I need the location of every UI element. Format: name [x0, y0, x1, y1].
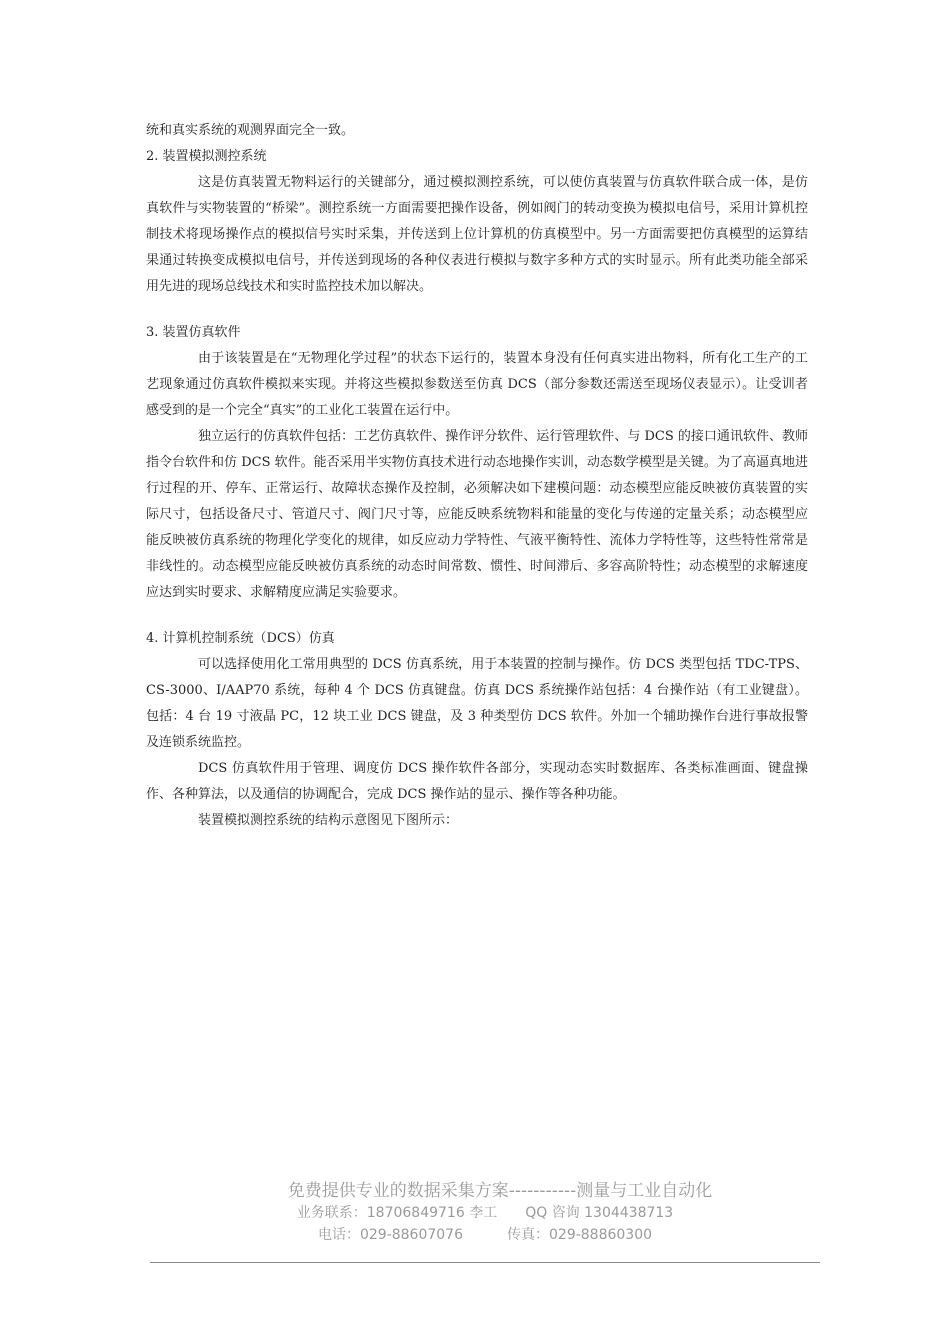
section-4-paragraph-3: 装置模拟测控系统的结构示意图见下图所示： — [198, 813, 459, 828]
document-body — [146, 118, 808, 834]
spacer — [146, 606, 808, 626]
section-4-paragraph-2: DCS 仿真软件用于管理、调度仿 DCS 操作软件各部分，实现动态实时数据库、各类标准画面、键盘操作、各种算法，以及通信的协调配合，完成 DCS 操作站的显示、操作等各种功能。 — [146, 761, 808, 802]
footer-divider — [150, 1262, 820, 1263]
footer-contact-row — [150, 1202, 820, 1224]
section-2-paragraph-1: 这是仿真装置无物料运行的关键部分，通过模拟测控系统，可以使仿真装置与仿真软件联合成一体，是仿真软件与实物装置的“桥梁”。测控系统一方面需要把操作设备，例如阀门的转动变换为模拟电信号，采用计算机控制技术将现场操作点的模拟信号实时采集，并传送到上位计算机的仿真模型中。另一方面需要把仿真模型的运算结果通过转换变成模拟电信号，并传送到现场的各种仪表进行模拟与数字多种方式的实时显示。所有此类功能全部采用先进的现场总线技术和实时监控技术加以解决。 — [146, 175, 808, 294]
section-3-paragraph-1: 由于该装置是在“无物理化学过程”的状态下运行的，装置本身没有任何真实进出物料，所有化工生产的工艺现象通过仿真软件模拟来实现。并将这些模拟参数送至仿真 DCS（部分参数还需送至现场仪表显示）。让受训者感受到的是一个完全“真实”的工业化工装置在运行中。 — [146, 351, 808, 418]
footer-phone-row — [150, 1224, 820, 1246]
intro-line: 统和真实系统的观测界面完全一致。 — [146, 123, 355, 138]
section-4-heading: 4. 计算机控制系统（DCS）仿真 — [146, 631, 335, 646]
footer-qq: QQ 咨询 1304438713 — [525, 1205, 674, 1221]
section-2-heading: 2. 装置模拟测控系统 — [146, 149, 267, 164]
footer-fax: 传真：029-88860300 — [507, 1227, 653, 1243]
footer-business-contact: 业务联系：18706849716 李工 — [296, 1205, 498, 1221]
spacer — [146, 300, 808, 320]
section-4-paragraph-1: 可以选择使用化工常用典型的 DCS 仿真系统，用于本装置的控制与操作。仿 DCS 类型包括 TDC-TPS、CS-3000、I/AAP70 系统，每种 4 个 DCS 仿真键盘。仿真 DCS 系统操作站包括：4 台操作站（有工业键盘）。包括：4 台 19 寸液晶 PC，12 块工业 DCS 键盘，及 3 种类型仿 DCS 软件。外加一个辅助操作台进行事故报警及连锁系统监控。 — [146, 657, 808, 750]
footer-watermark — [150, 1180, 820, 1246]
section-3-paragraph-2: 独立运行的仿真软件包括：工艺仿真软件、操作评分软件、运行管理软件、与 DCS 的接口通讯软件、教师指令台软件和仿 DCS 软件。能否采用半实物仿真技术进行动态地操作实训，动态数学模型是关键。为了高逼真地进行过程的开、停车、正常运行、故障状态操作及控制，必须解决如下建模问题：动态模型应能反映被仿真装置的实际尺寸，包括设备尺寸、管道尺寸、阀门尺寸等，应能反映系统物料和能量的变化与传递的定量关系；动态模型应能反映被仿真系统的物理化学变化的规律，如反应动力学特性、气液平衡特性、流体力学特性等，这些特性常常是非线性的。动态模型应能反映被仿真系统的动态时间常数、惯性、时间滞后、多容高阶特性；动态模型的求解速度应达到实时要求、求解精度应满足实验要求。 — [146, 429, 808, 600]
footer-phone: 电话：029-88607076 — [317, 1227, 463, 1243]
footer-slogan: 免费提供专业的数据采集方案-----------测量与工业自动化 — [287, 1181, 713, 1201]
section-3-heading: 3. 装置仿真软件 — [146, 325, 241, 340]
